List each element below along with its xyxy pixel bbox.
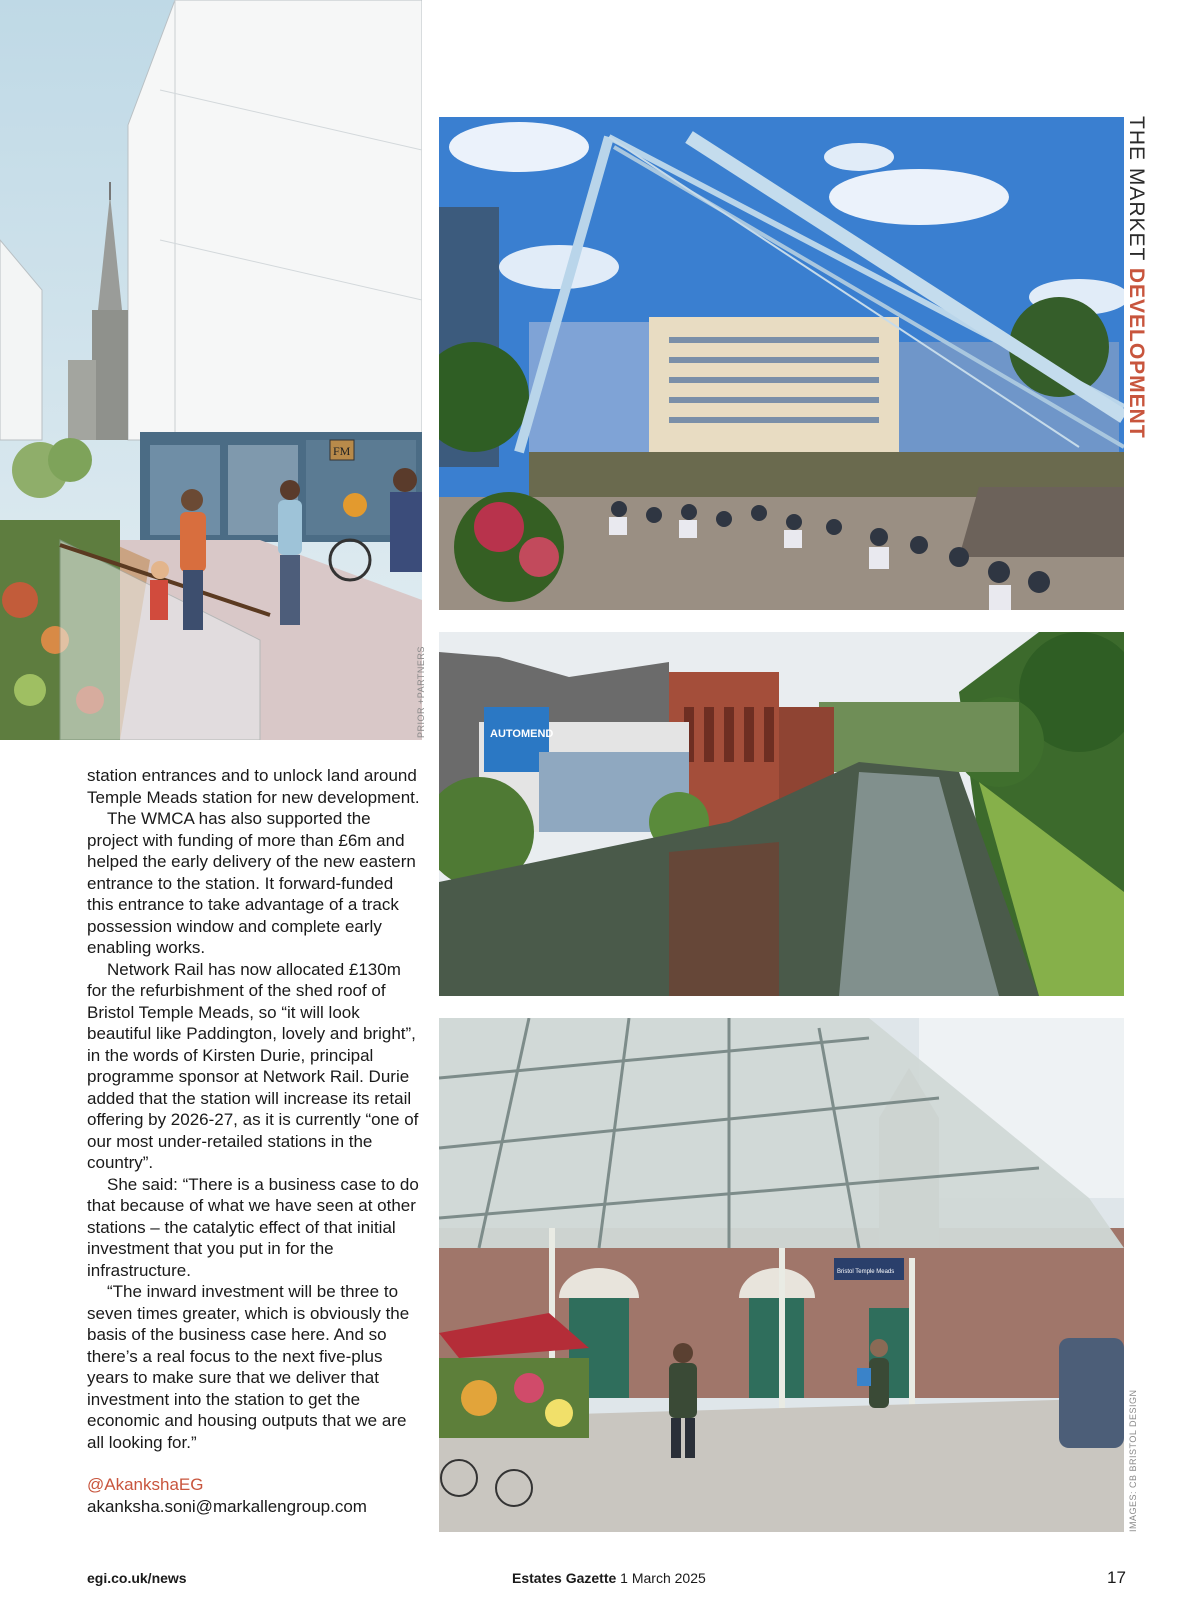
street-illustration <box>0 0 422 740</box>
illustration-sign-text: FM <box>333 444 351 458</box>
bridge-photo <box>439 117 1124 610</box>
footer-website-link[interactable]: egi.co.uk/news <box>87 1570 187 1586</box>
illustration-credit: PRIOR +PARTNERS <box>416 646 426 738</box>
section-header <box>1124 116 1148 439</box>
section-label: THE MARKET <box>1125 116 1148 261</box>
author-email-link[interactable]: akanksha.soni@markallengroup.com <box>87 1496 367 1516</box>
page-number: 17 <box>1107 1568 1126 1587</box>
publication-name: Estates Gazette <box>512 1570 617 1586</box>
section-label-accent: DEVELOPMENT <box>1125 267 1148 439</box>
canal-photo <box>439 632 1124 996</box>
automend-sign-text: AUTOMEND <box>490 728 554 740</box>
footer-publication <box>512 1570 706 1586</box>
issue-date: 1 March 2025 <box>620 1570 706 1586</box>
paragraph: She said: “There is a business case to do that because of what we have seen at other stations – the catalytic effect of that initial investment that you put in for the infrastructure. <box>87 1174 419 1280</box>
photo-credit: IMAGES: CB BRISTOL DESIGN <box>1128 1389 1138 1532</box>
author-twitter-link[interactable]: @AkankshaEG <box>87 1475 204 1494</box>
paragraph: The WMCA has also supported the project with funding of more than £6m and helped the early delivery of the new eastern entrance to the station. It forward-funded this entrance to take advantage of a track possession window and complete early enabling works. <box>87 809 416 957</box>
paragraph: Network Rail has now allocated £130m for the refurbishment of the shed roof of Bristol Temple Meads, so “it will look beautiful like Paddington, lovely and bright”, in the words of Kirsten Durie, principal programme sponsor at Network Rail. Durie added that the station will increase its retail offering by 2026-27, as it is currently “one of our most under-retailed stations in the country”. <box>87 959 419 1172</box>
station-photo <box>439 1018 1124 1532</box>
paragraph: “The inward investment will be three to seven times greater, which is obviously the basis of the business case here. And so there’s a real focus to the next five-plus years to make sure that we deliver that investment into the station to get the economic and housing outputs that we are all looking for.” <box>87 1282 410 1452</box>
station-sign-text: Bristol Temple Meads <box>837 1269 895 1275</box>
article-body <box>87 765 423 1517</box>
paragraph: station entrances and to unlock land around Temple Meads station for new development. <box>87 766 420 807</box>
